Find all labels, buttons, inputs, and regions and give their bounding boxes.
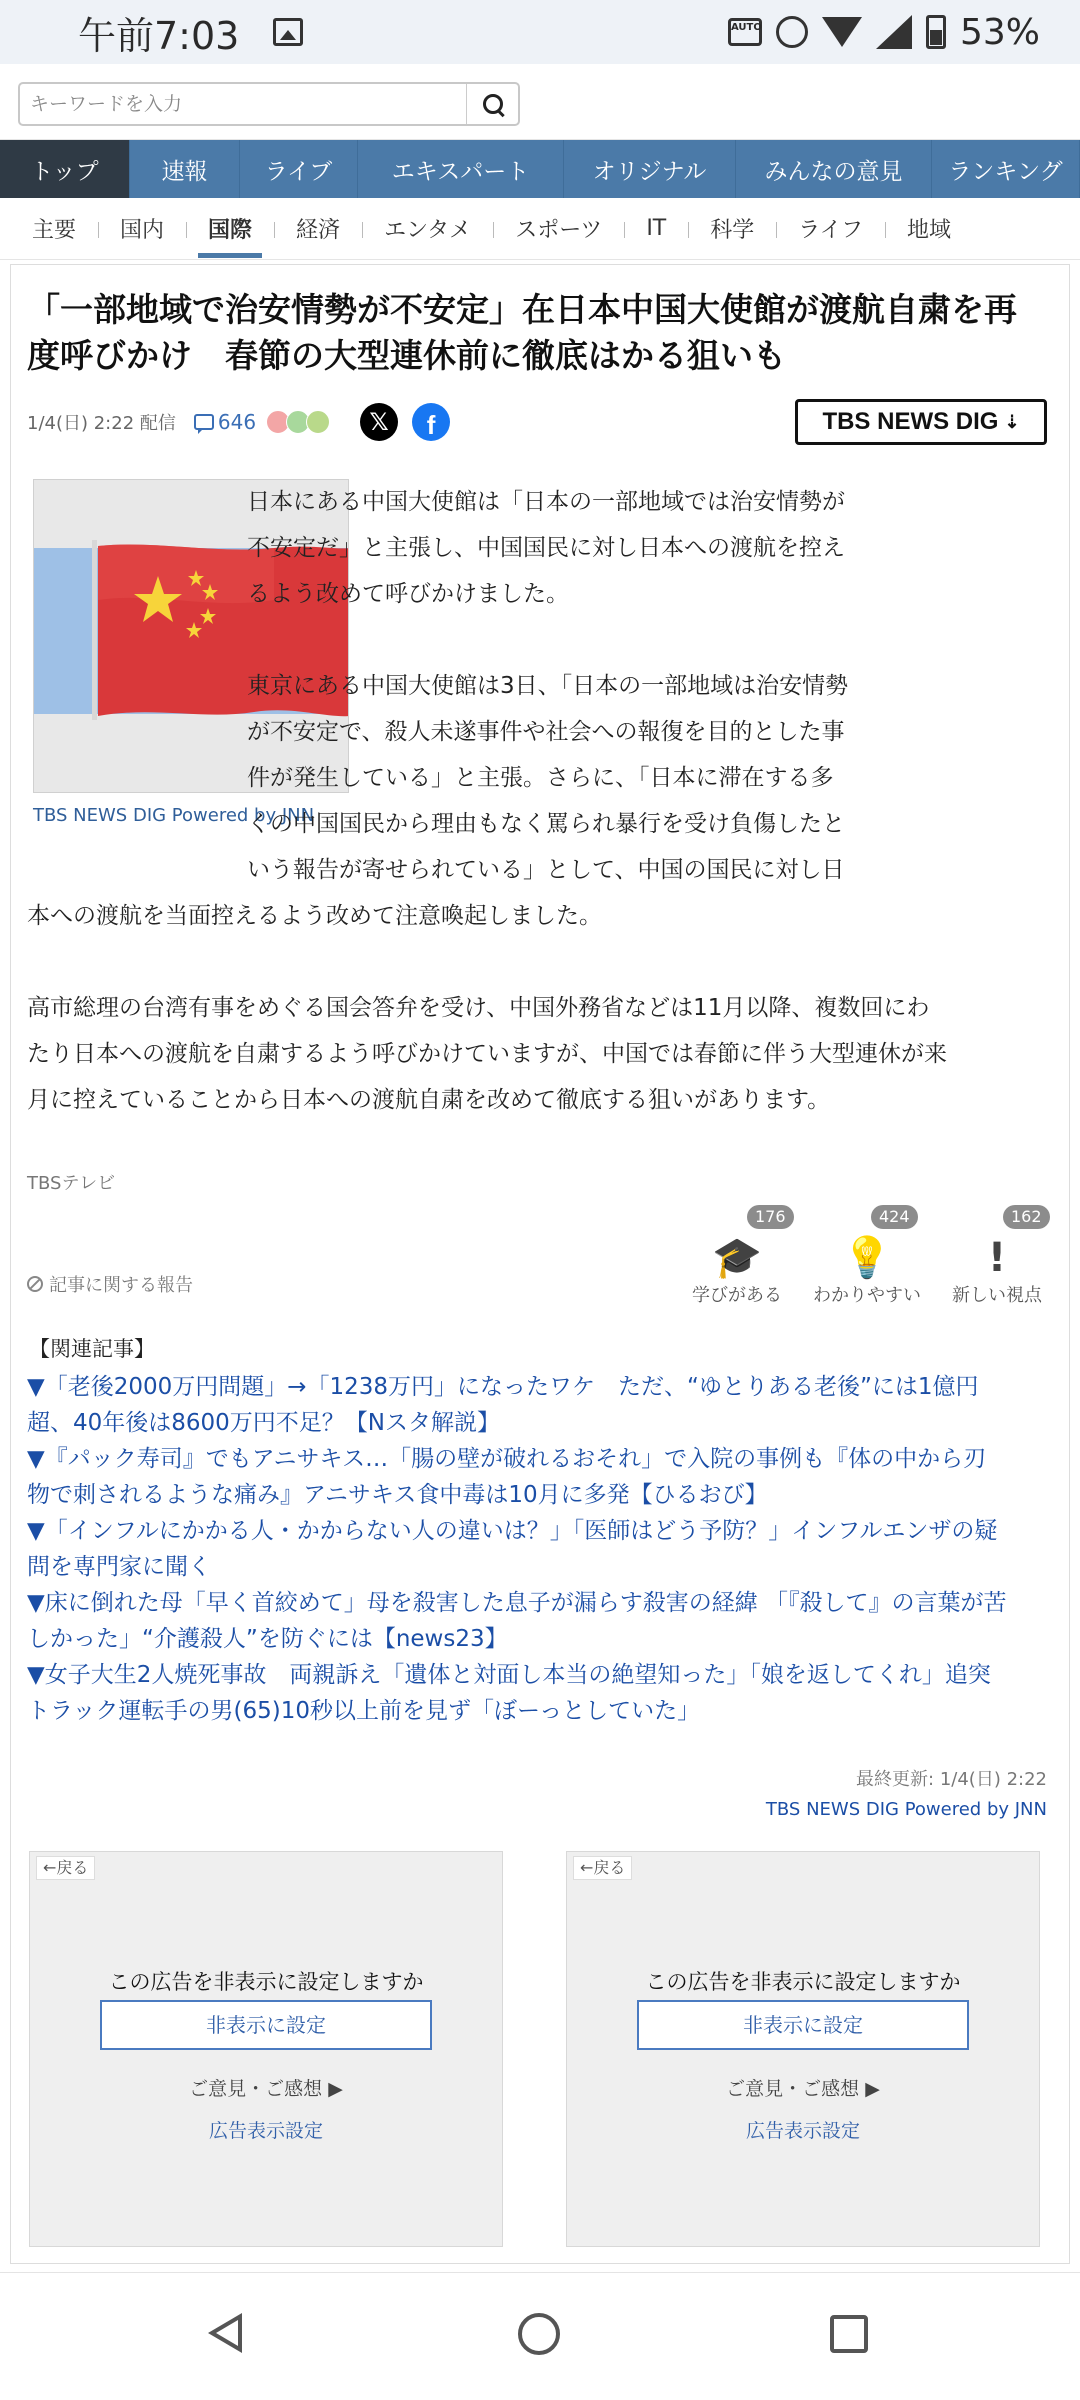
reaction-label: わかりやすい [813,1285,921,1306]
main-nav-expert[interactable]: エキスパート [358,140,564,198]
tab-local[interactable]: 地域 [885,198,973,260]
paragraph-line: るよう改めて呼びかけました。 [247,581,569,607]
reaction-learning-button[interactable] [677,1205,797,1305]
paragraph-line: 本への渡航を当面控えるよう改めて注意喚起しました。 [27,903,602,929]
search-icon [483,94,503,114]
related-link-line: ▼床に倒れた母「早く首絞めて」母を殺害した息子が漏らす殺害の経緯 「『殺して』の言葉が苦 [27,1590,1007,1616]
paragraph-3 [27,985,1062,1123]
publisher-logo-text: TBS NEWS DIG [822,408,999,435]
search-box [18,82,520,126]
tab-it[interactable]: IT [624,198,688,260]
back-arrow-icon: ← [43,1858,57,1877]
recent-apps-icon[interactable] [830,2315,868,2353]
system-nav-bar [0,2272,1080,2400]
battery-icon [926,15,946,49]
comment-count[interactable]: 646 [217,410,257,434]
article-card [10,264,1070,2264]
related-article-link[interactable] [27,1369,1057,1441]
tab-life[interactable]: ライフ [776,198,885,260]
exclamation-icon: ! [987,1235,1007,1281]
status-icons [728,12,1040,53]
related-article-link[interactable] [27,1513,1057,1585]
tab-science[interactable]: 科学 [688,198,776,260]
status-time: 午前7:03 [78,13,240,58]
reaction-label: 学びがある [692,1285,782,1306]
main-nav-opinions[interactable]: みんなの意見 [736,140,932,198]
paragraph-1 [247,479,1047,617]
signal-icon [876,15,912,49]
related-link-line: ▼「インフルにかかる人・かからない人の違いは？」「医師はどう予防？」インフルエンザの疑 [27,1518,998,1544]
related-article-link[interactable] [27,1657,1057,1729]
tab-main[interactable]: 主要 [32,218,77,243]
related-link-line: 問を専門家に聞く [27,1554,211,1580]
reaction-label: 新しい視点 [952,1285,1042,1306]
related-article-link[interactable] [27,1441,1057,1513]
home-nav-icon[interactable] [518,2313,560,2355]
main-nav [0,140,1080,198]
facebook-share-icon[interactable]: f [412,403,450,441]
graduation-cap-icon: 🎓 [712,1235,762,1281]
publish-date: 1/4(日) 2:22 配信 [27,413,176,434]
ad-hide-question: この広告を非表示に設定しますか [108,1970,424,1994]
related-link-line: しかった」“介護殺人”を防ぐには【news23】 [27,1626,508,1652]
paragraph-line: が不安定で、殺人未遂事件や社会への報復を目的とした事 [247,719,845,745]
paragraph-line: くの中国国民から理由もなく罵られ暴行を受け負傷したと [247,811,845,837]
image-notification-icon [273,18,303,46]
ad-back-button[interactable] [573,1856,632,1880]
paragraph-line: 不安定だ」と主張し、中国国民に対し日本への渡航を控え [247,535,845,561]
status-bar [0,0,1080,64]
ad-hide-button[interactable]: 非表示に設定 [100,2000,432,2050]
related-link-line: ▼『パック寿司』でもアニサキス…「腸の壁が破れるおそれ」で入院の事例も『体の中から刃 [27,1446,987,1472]
tab-entertainment[interactable]: エンタメ [362,198,493,260]
related-link-line: 物で刺されるような痛み』アニサキス食中毒は10月に多発【ひるおび】 [27,1482,768,1508]
ad-feedback-label: ご意見・ご感想 [726,2078,860,2100]
main-nav-live[interactable]: ライブ [240,140,358,198]
reaction-count: 162 [1003,1205,1050,1229]
ad-slot [566,1851,1040,2247]
search-bar [0,64,1080,140]
main-nav-top[interactable]: トップ [0,140,130,198]
paragraph-line: 東京にある中国大使館は3日、「日本の一部地域は治安情勢 [247,673,849,699]
ad-back-label: 戻る [56,1858,89,1877]
paragraph-line: 月に控えていることから日本への渡航自粛を改めて徹底する狙いがあります。 [27,1087,831,1113]
image-caption[interactable]: TBS NEWS DIG Powered by JNN [33,805,315,826]
ad-back-button[interactable] [36,1856,95,1880]
publisher-logo-arrow-icon: ⇣ [1004,411,1020,432]
reaction-clear-button[interactable] [807,1205,927,1305]
ad-settings-link[interactable]: 広告表示設定 [208,2120,323,2142]
reaction-face-icon [306,410,330,434]
auto-brightness-icon: AUTO [728,18,762,46]
ad-back-label: 戻る [593,1858,626,1877]
ad-slot [29,1851,503,2247]
paragraph-line: たり日本への渡航を自粛するよう呼びかけていますが、中国では春節に伴う大型連休が来 [27,1041,947,1067]
report-link[interactable] [27,1271,193,1297]
related-article-link[interactable] [27,1585,1057,1657]
tab-economy[interactable]: 経済 [274,198,362,260]
back-arrow-icon: ← [580,1858,594,1877]
article-meta [27,397,1057,447]
report-label: 記事に関する報告 [49,1275,193,1296]
caret-right-icon: ▶ [328,2078,343,2100]
tab-sports[interactable]: スポーツ [493,198,624,260]
lightbulb-icon: 💡 [842,1235,892,1281]
tab-international[interactable]: 国際 [186,198,274,260]
battery-percent: 53% [959,11,1040,53]
category-nav [0,198,1080,260]
article-source: TBSテレビ [27,1173,116,1194]
comment-icon[interactable] [194,414,214,430]
publisher-credit-link[interactable]: TBS NEWS DIG Powered by JNN [765,1799,1047,1820]
reaction-count: 176 [747,1205,794,1229]
main-nav-original[interactable]: オリジナル [564,140,736,198]
paragraph-line: いう報告が寄せられている」として、中国の国民に対し日 [247,857,845,883]
paragraph-line: 件が発生している」と主張。さらに、「日本に滞在する多 [247,765,834,791]
main-nav-breaking[interactable]: 速報 [130,140,240,198]
article-title: 「一部地域で治安情勢が不安定」在日本中国大使館が渡航自粛を再度呼びかけ 春節の大型連休前に徹底はかる狙いも [27,290,1017,375]
ad-feedback-link[interactable] [567,2074,1039,2101]
reaction-count: 424 [871,1205,918,1229]
related-articles-list [27,1369,1057,1729]
caret-right-icon: ▶ [865,2078,880,2100]
main-nav-ranking[interactable]: ランキング [932,140,1080,198]
related-link-line: ▼女子大生2人焼死事故 両親訴え「遺体と対面し本当の絶望知った」「娘を返してくれ」追突 [27,1662,991,1688]
ad-feedback-label: ご意見・ご感想 [189,2078,323,2100]
search-button[interactable] [466,84,518,124]
alarm-icon [776,16,808,48]
ad-settings-link[interactable]: 広告表示設定 [745,2120,860,2142]
ad-feedback-link[interactable] [30,2074,502,2101]
publisher-logo[interactable] [795,399,1047,445]
related-link-line: 超、40年後は8600万円不足？【Nスタ解説】 [27,1410,501,1436]
last-updated: 最終更新: 1/4(日) 2:22 [856,1769,1047,1790]
paragraph-line: 高市総理の台湾有事をめぐる国会答弁を受け、中国外務省などは11月以降、複数回にわ [27,995,930,1021]
ad-hide-button[interactable]: 非表示に設定 [637,2000,969,2050]
related-link-line: ▼「老後2000万円問題」→「1238万円」になったワケ ただ、“ゆとりある老後”には1億円 [27,1374,979,1400]
paragraph-2 [247,663,1047,893]
x-share-icon[interactable]: 𝕏 [360,403,398,441]
related-link-line: トラック運転手の男(65)10秒以上前を見ず「ぼーっとしていた」 [27,1698,701,1724]
back-nav-icon[interactable] [208,2313,242,2353]
reaction-new-perspective-button[interactable] [937,1205,1057,1305]
paragraph-line: 日本にある中国大使館は「日本の一部地域では治安情勢が [247,489,845,515]
report-icon [27,1276,43,1292]
ad-hide-question: この広告を非表示に設定しますか [645,1970,961,1994]
paragraph-2-continued [27,893,1057,939]
related-articles-heading: 【関連記事】 [29,1337,155,1361]
search-input[interactable] [20,86,466,122]
wifi-icon [822,17,862,47]
tab-domestic[interactable]: 国内 [98,198,186,260]
